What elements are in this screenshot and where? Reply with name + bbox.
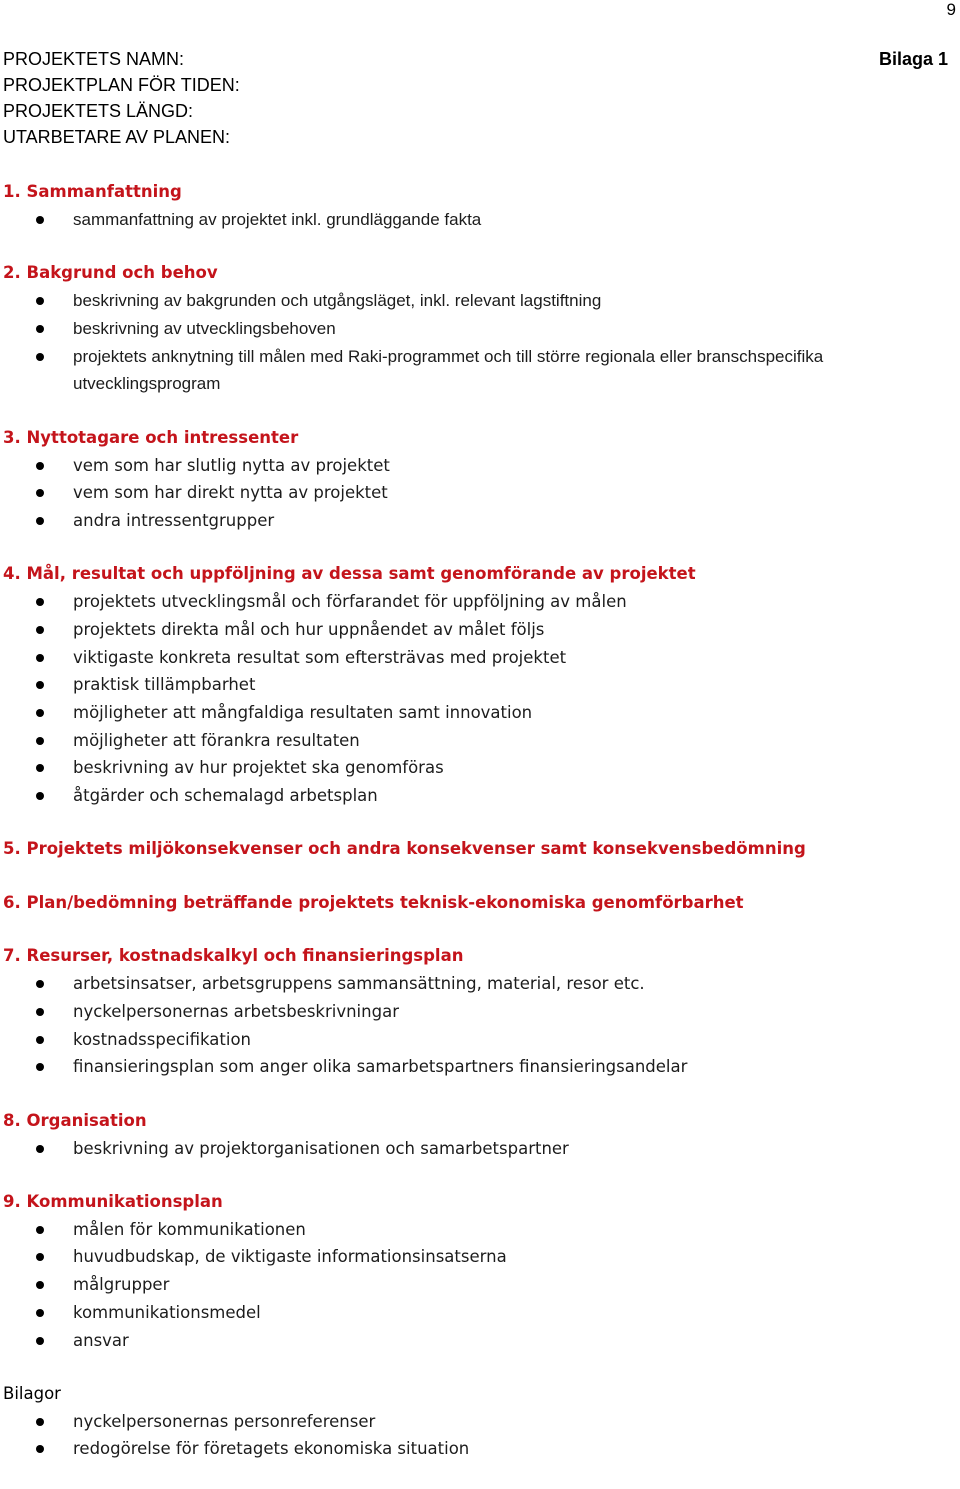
list-item — [3, 1026, 946, 1054]
bullet-icon — [36, 1226, 44, 1234]
list-item-text: projektets direkta mål och hur uppnåendet av målet följs — [73, 619, 545, 639]
bullet-icon — [36, 353, 44, 361]
list-item — [3, 343, 946, 398]
list-item-text: nyckelpersonernas arbetsbeskrivningar — [73, 1001, 399, 1021]
list-item — [3, 970, 946, 998]
header-label: PROJEKTETS LÄNGD: — [3, 101, 194, 121]
bullet-icon — [36, 1281, 44, 1289]
list-item — [3, 479, 946, 507]
list-item-text: projektets anknytning till målen med Raki-programmet och till större regionala eller branschspecifika utvecklingsprogram — [73, 346, 824, 394]
bullet-icon — [36, 216, 44, 224]
bullet-icon — [36, 681, 44, 689]
list-item — [3, 699, 946, 727]
bullet-icon — [36, 1145, 44, 1153]
document-body — [3, 178, 946, 1489]
list-item-text: viktigaste konkreta resultat som eftersträvas med projektet — [73, 647, 567, 667]
bullet-icon — [36, 654, 44, 662]
list-item-text: möjligheter att förankra resultaten — [73, 730, 360, 750]
bullet-icon — [36, 792, 44, 800]
page-number: 9 — [946, 0, 956, 19]
header-label: PROJEKTETS NAMN: — [3, 49, 185, 69]
bullet-icon — [36, 1253, 44, 1261]
section-3 — [3, 424, 946, 535]
bullet-icon — [36, 1036, 44, 1044]
header-line-plan-period — [3, 72, 948, 98]
section-title: 3. Nyttotagare och intressenter — [3, 427, 299, 447]
section-title: 6. Plan/bedömning beträffande projektets teknisk-ekonomiska genomförbarhet — [3, 892, 744, 912]
header-line-project-name — [3, 46, 948, 72]
bullet-icon — [36, 980, 44, 988]
list-item — [3, 1135, 946, 1163]
document-header — [3, 46, 948, 150]
list-item-text: ansvar — [73, 1330, 129, 1350]
bullet-icon — [36, 489, 44, 497]
list-item-text: beskrivning av utvecklingsbehoven — [73, 318, 336, 338]
list-item — [3, 1243, 946, 1271]
header-line-project-length — [3, 98, 948, 124]
list-item — [3, 452, 946, 480]
list-item — [3, 998, 946, 1026]
list-item-text: möjligheter att mångfaldiga resultaten samt innovation — [73, 702, 533, 722]
list-item-text: redogörelse för företagets ekonomiska situation — [73, 1439, 470, 1459]
bullet-icon — [36, 1008, 44, 1016]
list-item-text: praktisk tillämpbarhet — [73, 675, 256, 695]
bullet-icon — [36, 297, 44, 305]
list-item-text: målgrupper — [73, 1275, 170, 1295]
bullet-icon — [36, 626, 44, 634]
section-title: 2. Bakgrund och behov — [3, 263, 218, 283]
list-item-text: vem som har direkt nytta av projektet — [73, 483, 388, 503]
section-5 — [3, 835, 946, 863]
bullet-icon — [36, 462, 44, 470]
section-6 — [3, 889, 946, 917]
section-title: 1. Sammanfattning — [3, 182, 182, 201]
bullet-icon — [36, 517, 44, 525]
section-title: 5. Projektets miljökonsekvenser och andra konsekvenser samt konsekvensbedömning — [3, 839, 806, 859]
list-item-text: vem som har slutlig nytta av projektet — [73, 455, 390, 475]
list-item-text: beskrivning av projektorganisationen och samarbetspartner — [73, 1138, 569, 1158]
section-title: Bilagor — [3, 1383, 61, 1403]
list-item-text: finansieringsplan som anger olika samarbetspartners finansieringsandelar — [73, 1057, 688, 1077]
list-item-text: huvudbudskap, de viktigaste informationsinsatserna — [73, 1247, 507, 1267]
list-item — [3, 616, 946, 644]
bullet-icon — [36, 1418, 44, 1426]
section-7 — [3, 942, 946, 1081]
bullet-icon — [36, 1445, 44, 1453]
list-item — [3, 727, 946, 755]
section-8 — [3, 1107, 946, 1163]
list-item — [3, 1271, 946, 1299]
section-4 — [3, 560, 946, 810]
list-item — [3, 507, 946, 535]
bullet-icon — [36, 1337, 44, 1345]
list-item — [3, 287, 946, 315]
list-item-text: projektets utvecklingsmål och förfarandet för uppföljning av målen — [73, 592, 627, 612]
section-1 — [3, 178, 946, 234]
header-line-plan-author — [3, 124, 948, 150]
bullet-list — [3, 206, 946, 234]
list-item — [3, 671, 946, 699]
bullet-list — [3, 1408, 946, 1463]
list-item — [3, 1408, 946, 1436]
bullet-icon — [36, 1309, 44, 1317]
bullet-icon — [36, 1063, 44, 1071]
section-title: 8. Organisation — [3, 1110, 147, 1130]
attachment-label: Bilaga 1 — [878, 49, 948, 69]
section-2 — [3, 259, 946, 398]
list-item-text: kostnadsspecifikation — [73, 1029, 252, 1049]
section-10 — [3, 1380, 946, 1463]
list-item-text: åtgärder och schemalagd arbetsplan — [73, 786, 378, 806]
list-item — [3, 644, 946, 672]
list-item — [3, 588, 946, 616]
bullet-list — [3, 452, 946, 535]
list-item-text: sammanfattning av projektet inkl. grundläggande fakta — [73, 210, 482, 229]
bullet-icon — [36, 709, 44, 717]
section-9 — [3, 1188, 946, 1355]
list-item — [3, 1299, 946, 1327]
bullet-list — [3, 588, 946, 810]
list-item-text: målen för kommunikationen — [73, 1219, 306, 1239]
list-item — [3, 1435, 946, 1463]
list-item — [3, 315, 946, 343]
list-item-text: andra intressentgrupper — [73, 510, 275, 530]
list-item — [3, 754, 946, 782]
list-item — [3, 1327, 946, 1355]
bullet-list — [3, 970, 946, 1081]
bullet-list — [3, 287, 946, 398]
section-title: 7. Resurser, kostnadskalkyl och finansieringsplan — [3, 946, 464, 966]
list-item — [3, 782, 946, 810]
bullet-icon — [36, 325, 44, 333]
list-item-text: nyckelpersonernas personreferenser — [73, 1411, 376, 1431]
list-item — [3, 1053, 946, 1081]
bullet-icon — [36, 737, 44, 745]
list-item-text: beskrivning av hur projektet ska genomföras — [73, 758, 444, 778]
list-item-text: arbetsinsatser, arbetsgruppens sammansättning, material, resor etc. — [73, 974, 645, 994]
bullet-icon — [36, 764, 44, 772]
section-title: 4. Mål, resultat och uppföljning av dessa samt genomförande av projektet — [3, 564, 696, 584]
list-item-text: beskrivning av bakgrunden och utgångsläget, inkl. relevant lagstiftning — [73, 291, 602, 311]
list-item — [3, 206, 946, 234]
header-label: UTARBETARE AV PLANEN: — [3, 127, 231, 147]
bullet-list — [3, 1135, 946, 1163]
bullet-list — [3, 1216, 946, 1355]
section-title: 9. Kommunikationsplan — [3, 1191, 223, 1211]
list-item-text: kommunikationsmedel — [73, 1302, 261, 1322]
list-item — [3, 1216, 946, 1244]
header-label: PROJEKTPLAN FÖR TIDEN: — [3, 75, 240, 95]
bullet-icon — [36, 598, 44, 606]
